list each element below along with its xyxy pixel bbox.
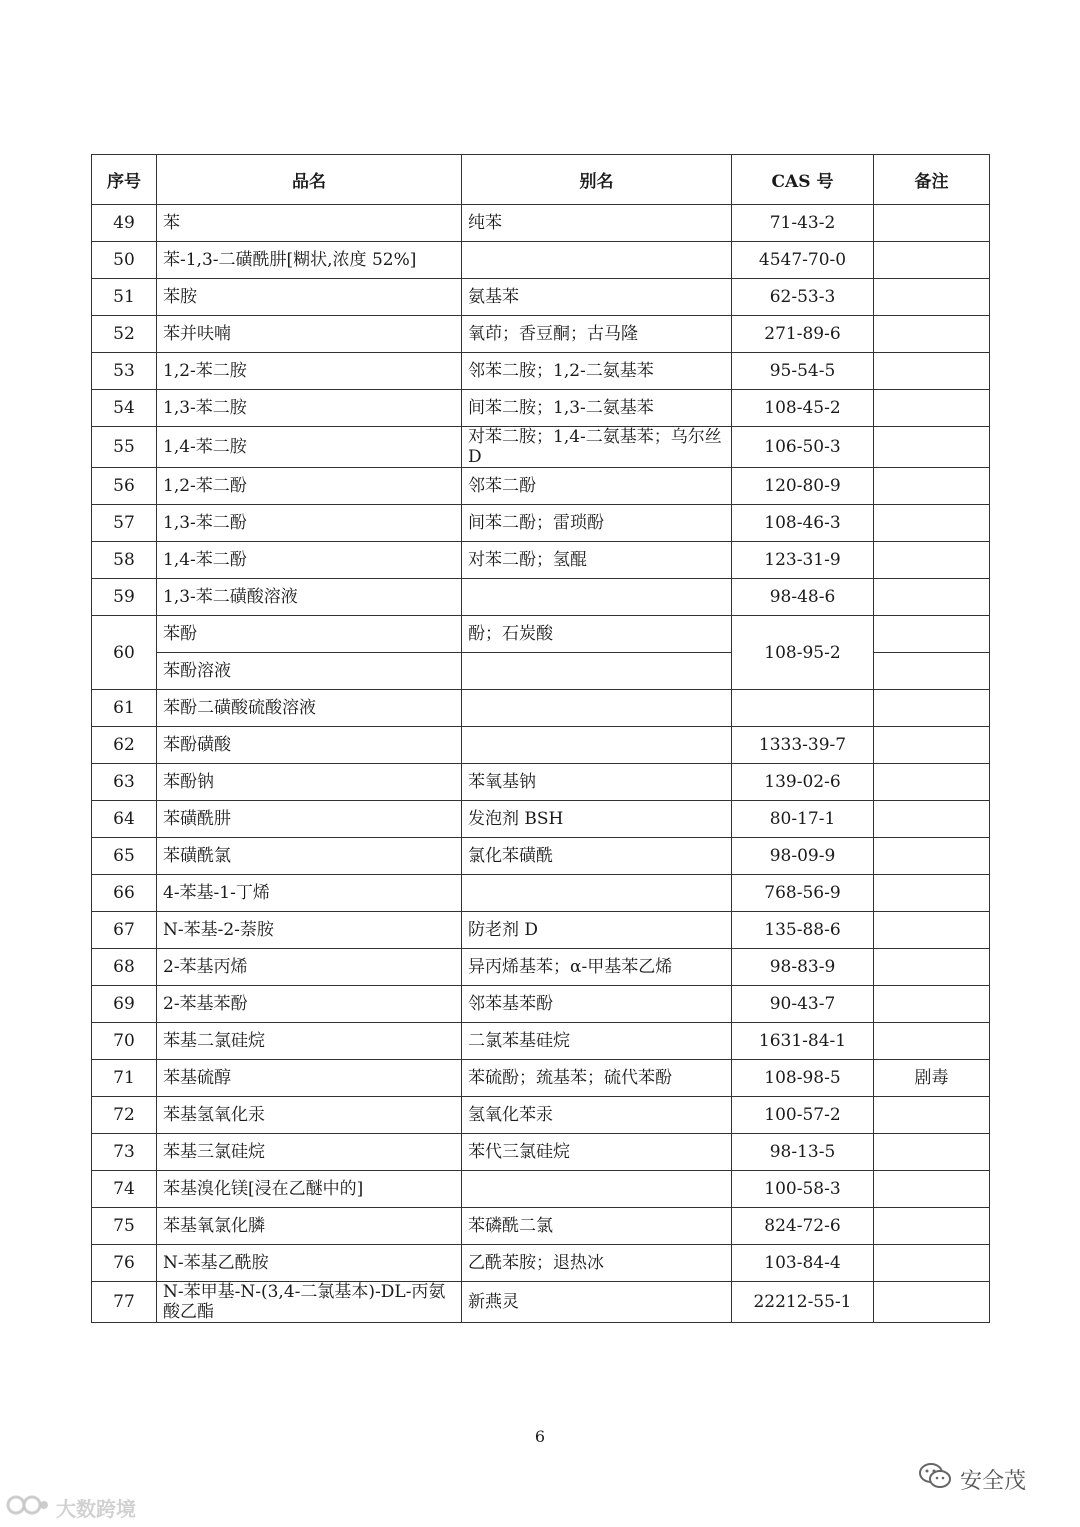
- cell-note: [874, 505, 990, 542]
- cell-cas: 824-72-6: [732, 1208, 874, 1245]
- cell-alias: 苯代三氯硅烷: [462, 1134, 732, 1171]
- table-row: [92, 242, 990, 279]
- cell-alias: 邻苯二酚: [462, 468, 732, 505]
- cell-name: 苯基溴化镁[浸在乙醚中的]: [157, 1171, 462, 1208]
- table-row: [92, 505, 990, 542]
- table-row: [92, 427, 990, 468]
- cell-seq: 61: [92, 690, 157, 727]
- cell-note: [874, 690, 990, 727]
- cell-seq: 68: [92, 949, 157, 986]
- cell-cas: 106-50-3: [732, 427, 874, 468]
- cell-name: 苯: [157, 205, 462, 242]
- cell-cas: 62-53-3: [732, 279, 874, 316]
- cell-cas: 108-95-2: [732, 616, 874, 690]
- cell-name: N-苯甲基-N-(3,4-二氯基本)-DL-丙氨酸乙酯: [157, 1282, 462, 1323]
- cell-cas: 120-80-9: [732, 468, 874, 505]
- cell-seq: 58: [92, 542, 157, 579]
- cell-alias: 间苯二胺；1,3-二氨基苯: [462, 390, 732, 427]
- cell-seq: 53: [92, 353, 157, 390]
- wechat-icon: [918, 1461, 952, 1497]
- cell-name: 1,4-苯二酚: [157, 542, 462, 579]
- cell-seq: 66: [92, 875, 157, 912]
- cell-alias: 乙酰苯胺；退热冰: [462, 1245, 732, 1282]
- table-row: [92, 616, 990, 653]
- cell-note: [874, 616, 990, 653]
- cell-alias: [462, 242, 732, 279]
- cell-name: 苯并呋喃: [157, 316, 462, 353]
- cell-alias: 纯苯: [462, 205, 732, 242]
- table-row: [92, 690, 990, 727]
- cell-seq: 60: [92, 616, 157, 690]
- cell-name: 1,3-苯二胺: [157, 390, 462, 427]
- cell-note: [874, 542, 990, 579]
- cell-name: 4-苯基-1-丁烯: [157, 875, 462, 912]
- cell-name: 苯酚溶液: [157, 653, 462, 690]
- cell-note: [874, 353, 990, 390]
- cell-alias: [462, 690, 732, 727]
- table-row: [92, 1060, 990, 1097]
- cell-name: 1,2-苯二酚: [157, 468, 462, 505]
- cell-alias: [462, 727, 732, 764]
- cell-cas: 1333-39-7: [732, 727, 874, 764]
- cell-note: [874, 1282, 990, 1323]
- cell-alias: [462, 653, 732, 690]
- cell-cas: 271-89-6: [732, 316, 874, 353]
- cell-note: [874, 1208, 990, 1245]
- table-row: [92, 1023, 990, 1060]
- cell-alias: 氢氧化苯汞: [462, 1097, 732, 1134]
- cell-seq: 70: [92, 1023, 157, 1060]
- cell-seq: 72: [92, 1097, 157, 1134]
- cell-note: [874, 949, 990, 986]
- cell-name: N-苯基乙酰胺: [157, 1245, 462, 1282]
- table-row: [92, 1245, 990, 1282]
- cell-name: 2-苯基苯酚: [157, 986, 462, 1023]
- cell-name: 苯基氧氯化膦: [157, 1208, 462, 1245]
- table-row: [92, 279, 990, 316]
- table-row: [92, 912, 990, 949]
- header-note: 备注: [874, 155, 990, 205]
- cell-name: 苯-1,3-二磺酰肼[糊状,浓度 52%]: [157, 242, 462, 279]
- cell-note: [874, 1023, 990, 1060]
- cell-alias: 异丙烯基苯；α-甲基苯乙烯: [462, 949, 732, 986]
- cell-alias: 发泡剂 BSH: [462, 801, 732, 838]
- cell-note: [874, 205, 990, 242]
- table-row: [92, 801, 990, 838]
- cell-cas: 108-46-3: [732, 505, 874, 542]
- cell-alias: [462, 875, 732, 912]
- cell-name: N-苯基-2-萘胺: [157, 912, 462, 949]
- cell-alias: 酚；石炭酸: [462, 616, 732, 653]
- cell-cas: 98-83-9: [732, 949, 874, 986]
- cell-cas: 22212-55-1: [732, 1282, 874, 1323]
- table-row: [92, 1097, 990, 1134]
- cell-note: [874, 912, 990, 949]
- cell-note: [874, 390, 990, 427]
- cell-name: 苯酚二磺酸硫酸溶液: [157, 690, 462, 727]
- cell-note: [874, 1245, 990, 1282]
- cell-note: [874, 1097, 990, 1134]
- table-row: [92, 390, 990, 427]
- table-row: [92, 1134, 990, 1171]
- table-row: [92, 353, 990, 390]
- cell-seq: 56: [92, 468, 157, 505]
- table-row: [92, 579, 990, 616]
- cell-seq: 59: [92, 579, 157, 616]
- watermark-left: [6, 1493, 136, 1522]
- cell-alias: 间苯二酚；雷琐酚: [462, 505, 732, 542]
- cell-name: 苯胺: [157, 279, 462, 316]
- cell-seq: 75: [92, 1208, 157, 1245]
- cell-cas: 95-54-5: [732, 353, 874, 390]
- watermark-left-text: 大数跨境: [56, 1497, 136, 1521]
- watermark-right: [918, 1461, 1026, 1497]
- cell-cas: 98-48-6: [732, 579, 874, 616]
- cell-cas: 80-17-1: [732, 801, 874, 838]
- cell-seq: 76: [92, 1245, 157, 1282]
- cell-alias: 邻苯二胺；1,2-二氨基苯: [462, 353, 732, 390]
- cell-seq: 73: [92, 1134, 157, 1171]
- cell-note: [874, 727, 990, 764]
- table-row: [92, 1171, 990, 1208]
- cell-seq: 67: [92, 912, 157, 949]
- cell-name: 苯磺酰氯: [157, 838, 462, 875]
- cell-cas: 71-43-2: [732, 205, 874, 242]
- cell-cas: 100-58-3: [732, 1171, 874, 1208]
- cell-name: 苯酚钠: [157, 764, 462, 801]
- cell-seq: 74: [92, 1171, 157, 1208]
- table-row: [92, 542, 990, 579]
- cell-cas: 768-56-9: [732, 875, 874, 912]
- cell-cas: 103-84-4: [732, 1245, 874, 1282]
- cell-alias: [462, 1171, 732, 1208]
- cell-cas: 108-45-2: [732, 390, 874, 427]
- header-name: 品名: [157, 155, 462, 205]
- cell-seq: 51: [92, 279, 157, 316]
- cell-seq: 64: [92, 801, 157, 838]
- cell-seq: 57: [92, 505, 157, 542]
- cell-alias: 氧茚；香豆酮；古马隆: [462, 316, 732, 353]
- cell-name: 苯基氢氧化汞: [157, 1097, 462, 1134]
- cell-alias: 对苯二胺；1,4-二氨基苯；乌尔丝 D: [462, 427, 732, 468]
- cell-note: [874, 468, 990, 505]
- cell-cas: 139-02-6: [732, 764, 874, 801]
- cell-alias: 二氯苯基硅烷: [462, 1023, 732, 1060]
- table-row: [92, 1208, 990, 1245]
- cell-note: [874, 986, 990, 1023]
- cell-name: 苯酚磺酸: [157, 727, 462, 764]
- table-body: [92, 205, 990, 1323]
- cell-alias: 对苯二酚；氢醌: [462, 542, 732, 579]
- cell-note: [874, 764, 990, 801]
- cell-alias: 防老剂 D: [462, 912, 732, 949]
- header-cas: CAS 号: [732, 155, 874, 205]
- header-seq: 序号: [92, 155, 157, 205]
- cell-seq: 65: [92, 838, 157, 875]
- cell-note: [874, 242, 990, 279]
- cell-cas: [732, 690, 874, 727]
- table-row: [92, 986, 990, 1023]
- cell-seq: 77: [92, 1282, 157, 1323]
- header-alias: 别名: [462, 155, 732, 205]
- cell-note: [874, 653, 990, 690]
- chemicals-table: [91, 154, 990, 1323]
- cell-seq: 50: [92, 242, 157, 279]
- table-row: [92, 838, 990, 875]
- cell-cas: 1631-84-1: [732, 1023, 874, 1060]
- cell-cas: 98-13-5: [732, 1134, 874, 1171]
- cell-note: [874, 1171, 990, 1208]
- cell-alias: [462, 579, 732, 616]
- cell-note: [874, 579, 990, 616]
- cell-cas: 123-31-9: [732, 542, 874, 579]
- page-number: 6: [534, 1427, 546, 1446]
- cell-name: 1,3-苯二磺酸溶液: [157, 579, 462, 616]
- cell-name: 苯磺酰肼: [157, 801, 462, 838]
- cell-seq: 69: [92, 986, 157, 1023]
- cell-note: [874, 1134, 990, 1171]
- cell-seq: 55: [92, 427, 157, 468]
- watermark-right-text: 安全茂: [960, 1468, 1027, 1494]
- brand-icon: [6, 1493, 50, 1522]
- table-header-row: [92, 155, 990, 205]
- cell-alias: 苯硫酚；巯基苯；硫代苯酚: [462, 1060, 732, 1097]
- cell-alias: 新燕灵: [462, 1282, 732, 1323]
- cell-cas: 98-09-9: [732, 838, 874, 875]
- cell-alias: 邻苯基苯酚: [462, 986, 732, 1023]
- table-row: [92, 764, 990, 801]
- cell-cas: 100-57-2: [732, 1097, 874, 1134]
- table-row: [92, 468, 990, 505]
- cell-seq: 52: [92, 316, 157, 353]
- cell-seq: 49: [92, 205, 157, 242]
- cell-name: 1,3-苯二酚: [157, 505, 462, 542]
- table-row: [92, 875, 990, 912]
- cell-cas: 108-98-5: [732, 1060, 874, 1097]
- cell-cas: 90-43-7: [732, 986, 874, 1023]
- cell-note: [874, 427, 990, 468]
- cell-alias: 氯化苯磺酰: [462, 838, 732, 875]
- cell-note: 剧毒: [874, 1060, 990, 1097]
- cell-name: 2-苯基丙烯: [157, 949, 462, 986]
- cell-name: 苯基二氯硅烷: [157, 1023, 462, 1060]
- cell-seq: 62: [92, 727, 157, 764]
- cell-alias: 苯氧基钠: [462, 764, 732, 801]
- cell-note: [874, 316, 990, 353]
- cell-name: 1,4-苯二胺: [157, 427, 462, 468]
- cell-note: [874, 875, 990, 912]
- cell-seq: 63: [92, 764, 157, 801]
- cell-note: [874, 838, 990, 875]
- table-row: [92, 205, 990, 242]
- cell-alias: 氨基苯: [462, 279, 732, 316]
- cell-cas: 135-88-6: [732, 912, 874, 949]
- cell-note: [874, 801, 990, 838]
- cell-note: [874, 279, 990, 316]
- table-row: [92, 727, 990, 764]
- cell-seq: 54: [92, 390, 157, 427]
- cell-name: 苯基硫醇: [157, 1060, 462, 1097]
- cell-name: 苯基三氯硅烷: [157, 1134, 462, 1171]
- cell-seq: 71: [92, 1060, 157, 1097]
- cell-cas: 4547-70-0: [732, 242, 874, 279]
- cell-name: 1,2-苯二胺: [157, 353, 462, 390]
- table-row: [92, 316, 990, 353]
- cell-name: 苯酚: [157, 616, 462, 653]
- table-row: [92, 1282, 990, 1323]
- table-row: [92, 949, 990, 986]
- cell-alias: 苯磷酰二氯: [462, 1208, 732, 1245]
